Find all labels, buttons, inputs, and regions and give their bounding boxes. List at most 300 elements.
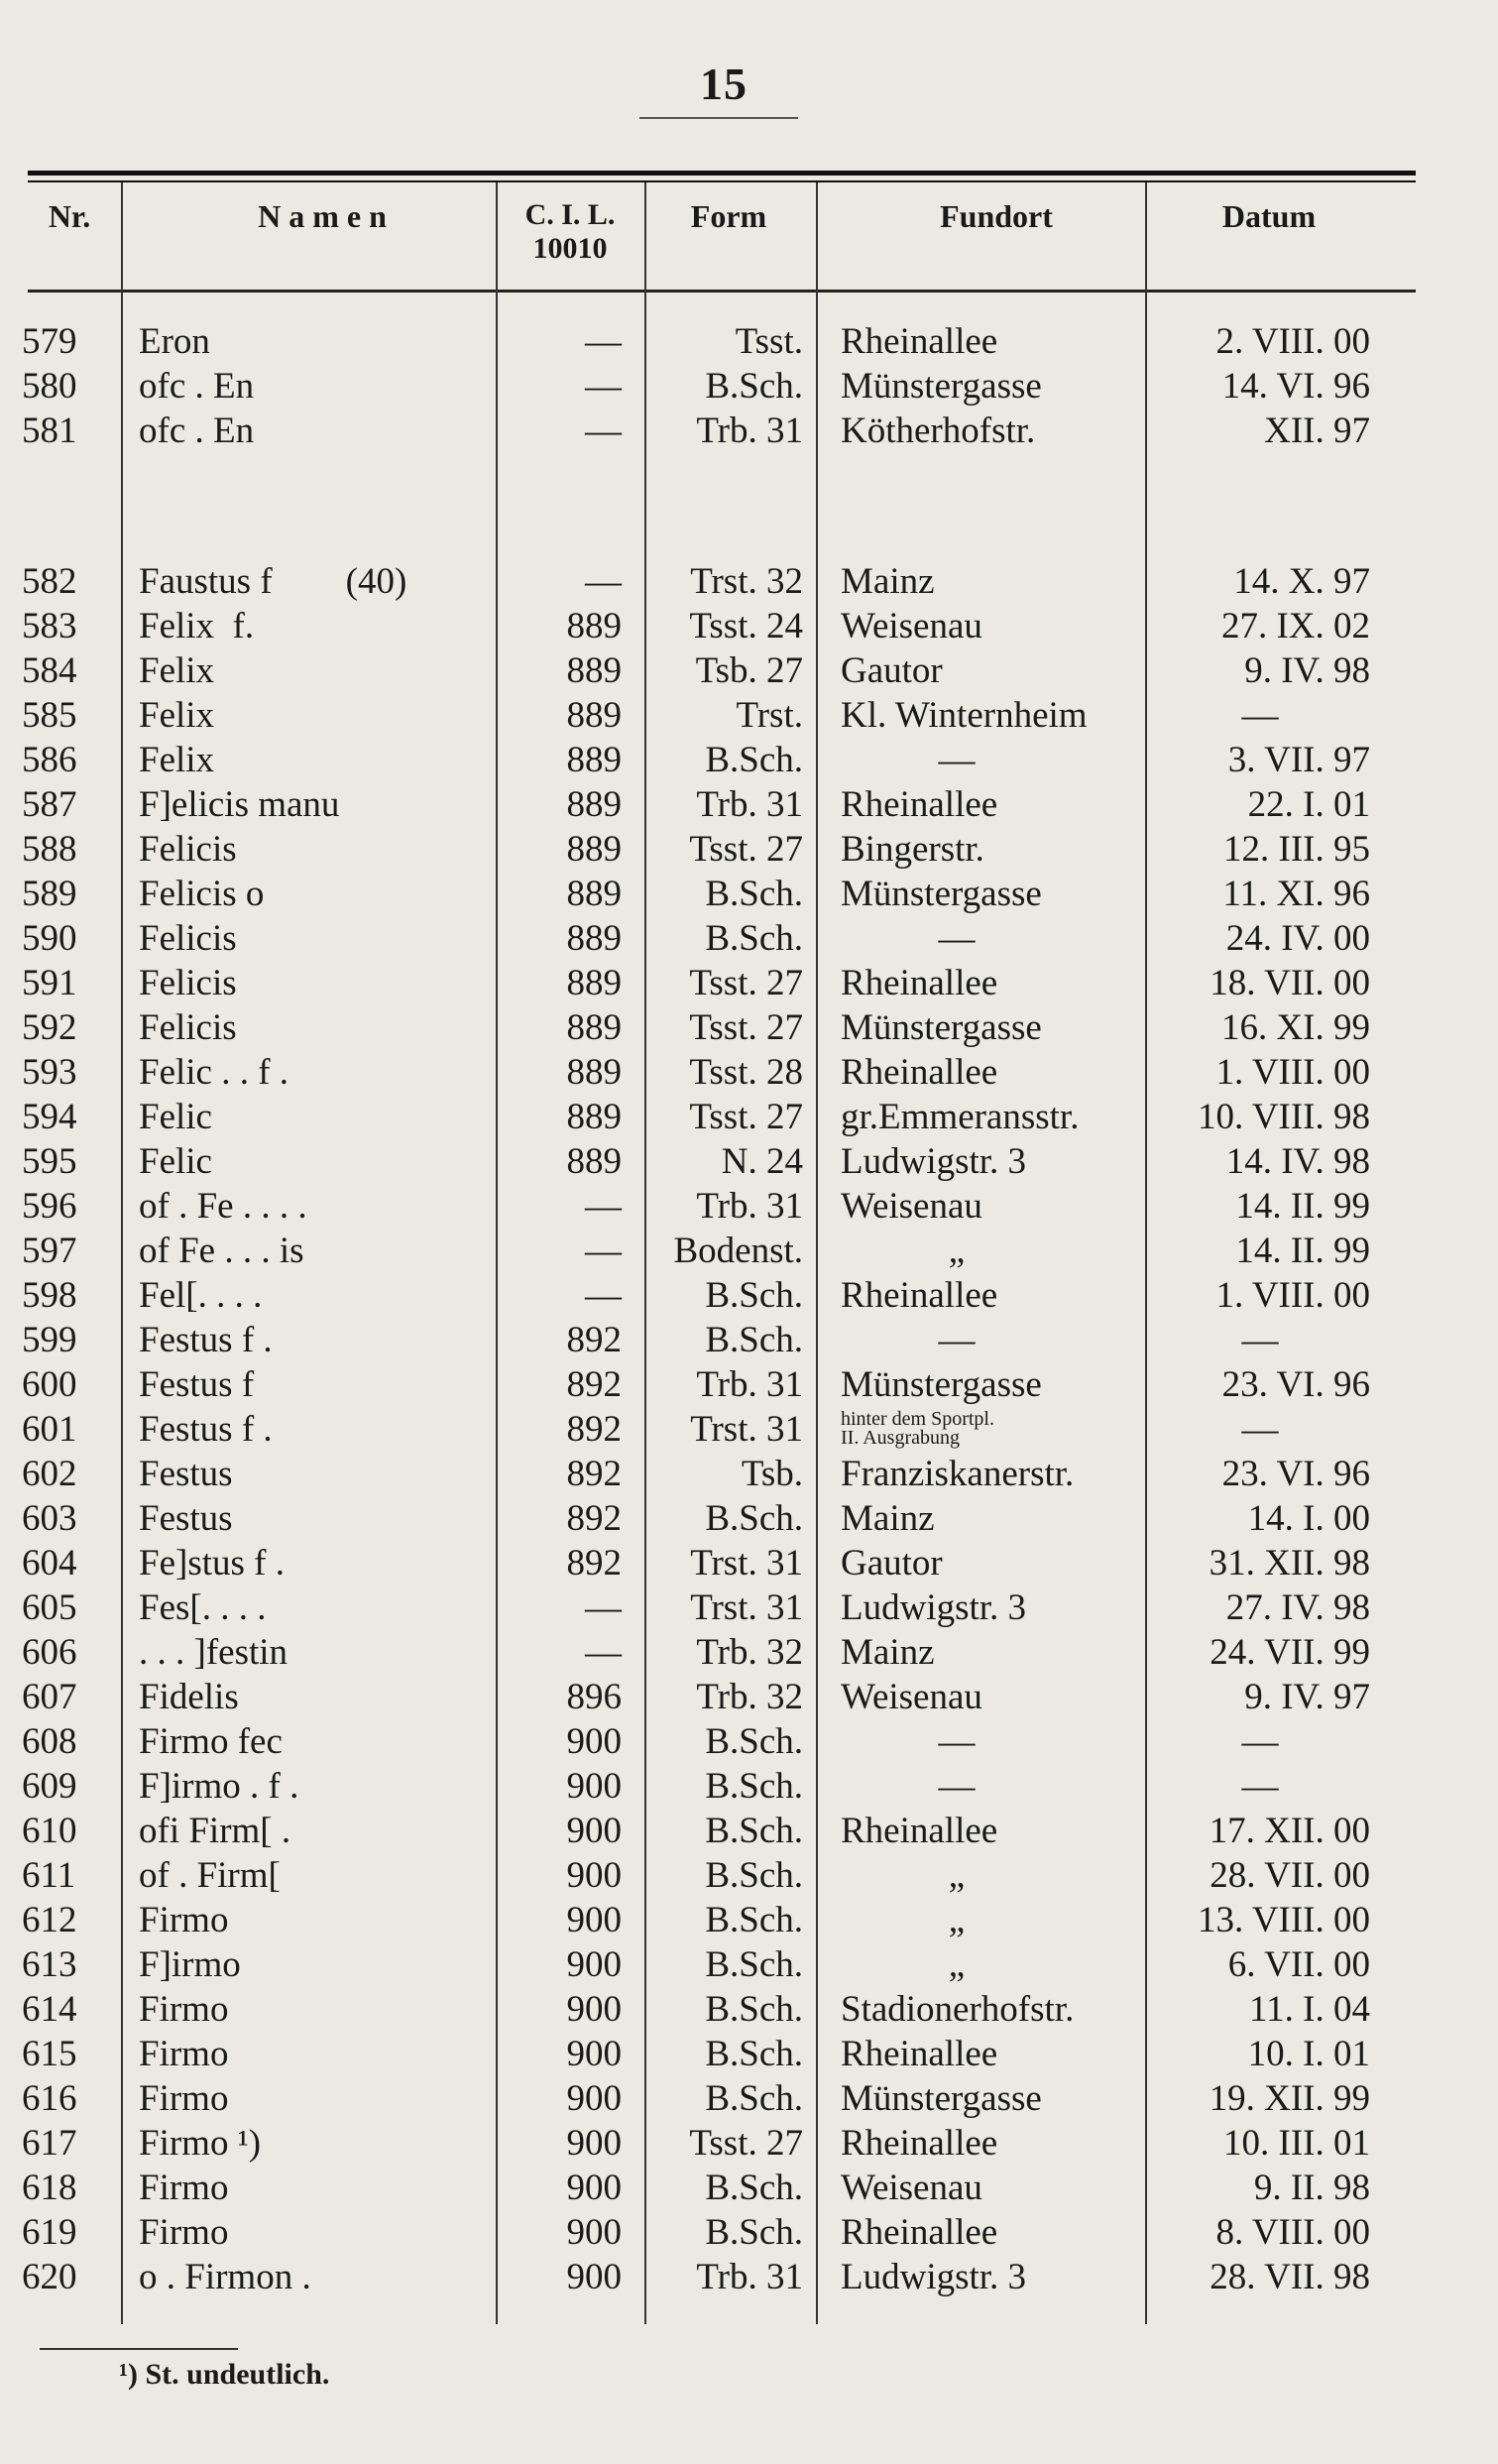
row-name: Firmo xyxy=(139,2078,229,2119)
table-row xyxy=(0,559,1498,604)
row-fundort: Rheinallee xyxy=(841,784,998,825)
row-cil: 892 xyxy=(566,1364,622,1405)
row-fundort: Münstergasse xyxy=(841,1364,1042,1405)
row-datum: 27. IV. 98 xyxy=(1225,1587,1370,1628)
row-cil: — xyxy=(585,366,622,407)
row-cil: 900 xyxy=(566,2123,622,2164)
row-nr: 610 xyxy=(22,1811,77,1851)
row-form: N. 24 xyxy=(721,1141,803,1182)
header-bottom-rule xyxy=(28,290,1416,293)
table-row xyxy=(0,409,1498,453)
row-fundort: Bingerstr. xyxy=(841,829,984,870)
row-name: Felix xyxy=(139,650,215,691)
row-fundort: Gautor xyxy=(841,650,943,691)
row-fundort: Ludwigstr. 3 xyxy=(841,2257,1027,2297)
row-nr: 581 xyxy=(22,411,77,451)
row-name: F]irmo xyxy=(139,1944,241,1985)
row-cil: 889 xyxy=(566,918,622,959)
row-form: B.Sch. xyxy=(705,1320,803,1360)
row-fundort: Münstergasse xyxy=(841,874,1042,914)
row-nr: 609 xyxy=(22,1766,77,1807)
row-form: Trst. 32 xyxy=(690,561,803,602)
row-fundort: Rheinallee xyxy=(841,321,998,362)
row-name: Faustus f (40) xyxy=(139,561,407,602)
row-cil: 889 xyxy=(566,829,622,870)
row-fundort: Rheinallee xyxy=(841,963,998,1003)
row-form: Tsst. 27 xyxy=(689,1007,803,1048)
row-cil: 900 xyxy=(566,1766,622,1807)
row-cil: 900 xyxy=(566,1721,622,1762)
row-cil: 889 xyxy=(566,874,622,914)
row-datum: 18. VII. 00 xyxy=(1210,963,1370,1003)
row-datum: — xyxy=(1241,1409,1279,1450)
row-name: Eron xyxy=(139,321,210,362)
row-name: Felicis xyxy=(139,918,237,959)
row-form: B.Sch. xyxy=(705,1721,803,1762)
table-row xyxy=(0,738,1498,782)
header-cil-top: C. I. L. xyxy=(524,198,616,231)
row-fundort: Mainz xyxy=(841,1632,935,1673)
row-datum: 3. VII. 97 xyxy=(1227,740,1370,780)
row-fundort: Mainz xyxy=(841,1498,935,1539)
row-nr: 580 xyxy=(22,366,77,407)
row-nr: 607 xyxy=(22,1677,77,1717)
row-nr: 615 xyxy=(22,2034,77,2074)
row-name: of . Firm[ xyxy=(139,1855,281,1896)
row-name: F]elicis manu xyxy=(139,784,340,825)
table-row xyxy=(0,1585,1498,1630)
table-row xyxy=(0,1273,1498,1318)
row-form: B.Sch. xyxy=(705,740,803,780)
row-datum: 23. VI. 96 xyxy=(1221,1454,1370,1494)
row-datum: 6. VII. 00 xyxy=(1227,1944,1370,1985)
row-nr: 588 xyxy=(22,829,77,870)
row-form: Trst. xyxy=(736,695,803,736)
row-cil: — xyxy=(585,1632,622,1673)
row-form: B.Sch. xyxy=(705,1275,803,1316)
row-name: Firmo xyxy=(139,2212,229,2253)
row-fundort: Rheinallee xyxy=(841,1811,998,1851)
row-form: B.Sch. xyxy=(705,366,803,407)
row-nr: 603 xyxy=(22,1498,77,1539)
row-fundort: gr.Emmeransstr. xyxy=(841,1097,1080,1137)
row-fundort: Münstergasse xyxy=(841,366,1042,407)
row-form: B.Sch. xyxy=(705,2078,803,2119)
row-fundort: „ xyxy=(948,1855,966,1896)
row-name: of Fe . . . is xyxy=(139,1231,304,1271)
row-form: Tsb. 27 xyxy=(695,650,803,691)
row-cil: 892 xyxy=(566,1498,622,1539)
row-datum: 11. I. 04 xyxy=(1249,1989,1370,2030)
row-fundort: „ xyxy=(948,1900,966,1940)
row-name: Felicis o xyxy=(139,874,265,914)
row-datum: 1. VIII. 00 xyxy=(1215,1275,1370,1316)
row-cil: 889 xyxy=(566,1097,622,1137)
row-datum: 27. IX. 02 xyxy=(1220,606,1370,646)
row-fundort: „ xyxy=(948,1231,966,1271)
footnote: ¹) St. undeutlich. xyxy=(119,2358,330,2391)
table-row xyxy=(0,1719,1498,1764)
table-row xyxy=(0,2121,1498,2166)
row-cil: 892 xyxy=(566,1320,622,1360)
table-row xyxy=(0,1496,1498,1541)
row-datum: 10. III. 01 xyxy=(1223,2123,1370,2164)
row-nr: 585 xyxy=(22,695,77,736)
row-nr: 606 xyxy=(22,1632,77,1673)
row-fundort: Rheinallee xyxy=(841,1052,998,1093)
row-fundort: — xyxy=(938,1721,976,1762)
row-datum: 31. XII. 98 xyxy=(1209,1543,1370,1584)
row-cil: 892 xyxy=(566,1543,622,1584)
table-row xyxy=(0,1942,1498,1987)
row-cil: 889 xyxy=(566,606,622,646)
row-nr: 590 xyxy=(22,918,77,959)
row-datum: 14. II. 99 xyxy=(1235,1186,1370,1227)
row-fundort: Gautor xyxy=(841,1543,943,1584)
row-cil: 889 xyxy=(566,784,622,825)
row-form: Tsst. 27 xyxy=(689,829,803,870)
row-name: Felic xyxy=(139,1141,212,1182)
row-nr: 619 xyxy=(22,2212,77,2253)
row-fundort: Ludwigstr. 3 xyxy=(841,1587,1027,1628)
table-row xyxy=(0,648,1498,693)
table-row xyxy=(0,1139,1498,1184)
table-row xyxy=(0,1095,1498,1139)
row-nr: 614 xyxy=(22,1989,77,2030)
row-nr: 620 xyxy=(22,2257,77,2297)
row-cil: — xyxy=(585,411,622,451)
table-row xyxy=(0,1229,1498,1273)
row-datum: 14. I. 00 xyxy=(1247,1498,1370,1539)
row-form: Trb. 31 xyxy=(696,784,803,825)
row-fundort: Rheinallee xyxy=(841,2034,998,2074)
table-row xyxy=(0,1853,1498,1898)
row-name: Firmo xyxy=(139,1900,229,1940)
row-form: B.Sch. xyxy=(705,1989,803,2030)
row-fundort: Münstergasse xyxy=(841,2078,1042,2119)
row-name: Felix xyxy=(139,695,215,736)
row-name: o . Firmon . xyxy=(139,2257,311,2297)
row-name: Felic xyxy=(139,1097,212,1137)
row-name: Fel[. . . . xyxy=(139,1275,263,1316)
row-name: Firmo xyxy=(139,2034,229,2074)
table-row xyxy=(0,1184,1498,1229)
row-cil: 889 xyxy=(566,695,622,736)
row-name: Festus f xyxy=(139,1364,255,1405)
row-form: Tsst. 24 xyxy=(689,606,803,646)
table-row xyxy=(0,1452,1498,1496)
row-cil: 896 xyxy=(566,1677,622,1717)
row-datum: XII. 97 xyxy=(1264,411,1370,451)
row-form: B.Sch. xyxy=(705,1811,803,1851)
row-name: Festus xyxy=(139,1454,233,1494)
table-row xyxy=(0,1005,1498,1050)
row-form: B.Sch. xyxy=(705,1766,803,1807)
row-name: Fidelis xyxy=(139,1677,239,1717)
row-form: B.Sch. xyxy=(705,2034,803,2074)
table-row xyxy=(0,961,1498,1005)
row-nr: 604 xyxy=(22,1543,77,1584)
row-fundort: — xyxy=(938,1766,976,1807)
table-row xyxy=(0,1764,1498,1809)
row-name: Felic . . f . xyxy=(139,1052,289,1093)
row-nr: 591 xyxy=(22,963,77,1003)
row-form: Tsst. 27 xyxy=(689,2123,803,2164)
row-nr: 583 xyxy=(22,606,77,646)
row-name: Felix xyxy=(139,740,215,780)
row-cil: 889 xyxy=(566,740,622,780)
page-number-underline xyxy=(639,117,798,119)
table-top-thick-rule xyxy=(28,171,1416,176)
header-cil-bottom: 10010 xyxy=(532,232,608,265)
row-datum: 8. VIII. 00 xyxy=(1215,2212,1370,2253)
table-row xyxy=(0,1809,1498,1853)
row-fundort: hinter dem Sportpl. II. Ausgrabung xyxy=(841,1408,994,1449)
row-form: Trb. 31 xyxy=(696,1364,803,1405)
row-nr: 586 xyxy=(22,740,77,780)
row-datum: 9. IV. 97 xyxy=(1244,1677,1370,1717)
row-form: Trst. 31 xyxy=(690,1587,803,1628)
row-form: Trst. 31 xyxy=(690,1543,803,1584)
row-datum: 16. XI. 99 xyxy=(1220,1007,1370,1048)
row-nr: 594 xyxy=(22,1097,77,1137)
row-name: Felicis xyxy=(139,1007,237,1048)
row-datum: 19. XII. 99 xyxy=(1209,2078,1370,2119)
row-nr: 612 xyxy=(22,1900,77,1940)
row-form: Trb. 32 xyxy=(696,1677,803,1717)
row-form: B.Sch. xyxy=(705,1498,803,1539)
table-row xyxy=(0,693,1498,738)
table-row xyxy=(0,1541,1498,1585)
row-datum: 23. VI. 96 xyxy=(1221,1364,1370,1405)
row-nr: 595 xyxy=(22,1141,77,1182)
header-form: Form xyxy=(690,198,767,234)
row-name: Firmo xyxy=(139,1989,229,2030)
row-fundort: Franziskanerstr. xyxy=(841,1454,1075,1494)
row-datum: 14. II. 99 xyxy=(1235,1231,1370,1271)
row-cil: 900 xyxy=(566,2257,622,2297)
header-cil xyxy=(496,198,644,266)
row-cil: — xyxy=(585,321,622,362)
row-nr: 589 xyxy=(22,874,77,914)
row-datum: 1. VIII. 00 xyxy=(1215,1052,1370,1093)
row-datum: — xyxy=(1241,695,1279,736)
row-nr: 596 xyxy=(22,1186,77,1227)
row-nr: 617 xyxy=(22,2123,77,2164)
row-datum: 10. I. 01 xyxy=(1247,2034,1370,2074)
table-row xyxy=(0,1898,1498,1942)
table-row xyxy=(0,1050,1498,1095)
row-datum: 14. VI. 96 xyxy=(1221,366,1370,407)
row-nr: 593 xyxy=(22,1052,77,1093)
table-row xyxy=(0,872,1498,916)
row-form: Trb. 31 xyxy=(696,411,803,451)
row-fundort: — xyxy=(938,1320,976,1360)
row-name: Festus f . xyxy=(139,1320,273,1360)
row-datum: 2. VIII. 00 xyxy=(1215,321,1370,362)
row-cil: 900 xyxy=(566,1855,622,1896)
row-cil: 900 xyxy=(566,1944,622,1985)
row-nr: 597 xyxy=(22,1231,77,1271)
row-cil: 900 xyxy=(566,2168,622,2208)
footnote-rule xyxy=(40,2348,238,2350)
row-name: . . . ]festin xyxy=(139,1632,288,1673)
row-cil: 900 xyxy=(566,2212,622,2253)
row-name: Firmo xyxy=(139,2168,229,2208)
row-fundort: Kl. Winternheim xyxy=(841,695,1088,736)
row-nr: 598 xyxy=(22,1275,77,1316)
row-nr: 587 xyxy=(22,784,77,825)
header-fundort: Fundort xyxy=(940,198,1053,234)
row-fundort: Münstergasse xyxy=(841,1007,1042,1048)
row-name: Fe]stus f . xyxy=(139,1543,285,1584)
row-name: ofc . En xyxy=(139,411,255,451)
row-form: Tsst. 27 xyxy=(689,963,803,1003)
row-nr: 579 xyxy=(22,321,77,362)
row-form: Trst. 31 xyxy=(690,1409,803,1450)
row-form: B.Sch. xyxy=(705,1855,803,1896)
row-form: Trb. 31 xyxy=(696,2257,803,2297)
row-nr: 600 xyxy=(22,1364,77,1405)
table-row xyxy=(0,827,1498,872)
row-fundort: Rheinallee xyxy=(841,2123,998,2164)
table-row xyxy=(0,2076,1498,2121)
table-row xyxy=(0,319,1498,364)
row-nr: 611 xyxy=(22,1855,76,1896)
row-fundort: Stadionerhofstr. xyxy=(841,1989,1075,2030)
row-form: B.Sch. xyxy=(705,918,803,959)
table-row xyxy=(0,916,1498,961)
row-form: Tsst. 27 xyxy=(689,1097,803,1137)
row-name: of . Fe . . . . xyxy=(139,1186,307,1227)
table-row xyxy=(0,2166,1498,2210)
row-name: Felix f. xyxy=(139,606,255,646)
row-name: Felicis xyxy=(139,963,237,1003)
row-form: B.Sch. xyxy=(705,2168,803,2208)
row-name: Firmo fec xyxy=(139,1721,283,1762)
row-fundort: — xyxy=(938,918,976,959)
row-name: Festus xyxy=(139,1498,233,1539)
row-name: Festus f . xyxy=(139,1409,273,1450)
row-cil: 900 xyxy=(566,1989,622,2030)
row-datum: 12. III. 95 xyxy=(1223,829,1370,870)
row-form: B.Sch. xyxy=(705,1900,803,1940)
row-datum: 11. XI. 96 xyxy=(1222,874,1370,914)
row-form: Trb. 31 xyxy=(696,1186,803,1227)
row-datum: 14. X. 97 xyxy=(1233,561,1370,602)
table-row xyxy=(0,782,1498,827)
row-datum: 24. VII. 99 xyxy=(1210,1632,1370,1673)
row-cil: 892 xyxy=(566,1454,622,1494)
row-datum: 9. II. 98 xyxy=(1253,2168,1370,2208)
row-cil: 889 xyxy=(566,1141,622,1182)
table-row xyxy=(0,2032,1498,2076)
row-cil: 900 xyxy=(566,1811,622,1851)
row-name: ofi Firm[ . xyxy=(139,1811,291,1851)
row-fundort: Weisenau xyxy=(841,1677,982,1717)
row-datum: 9. IV. 98 xyxy=(1244,650,1370,691)
row-cil: 892 xyxy=(566,1409,622,1450)
row-cil: — xyxy=(585,1275,622,1316)
row-name: Felicis xyxy=(139,829,237,870)
header-nr: Nr. xyxy=(48,198,91,234)
row-cil: — xyxy=(585,1231,622,1271)
row-nr: 582 xyxy=(22,561,77,602)
table-row xyxy=(0,1318,1498,1362)
row-cil: 889 xyxy=(566,963,622,1003)
row-form: Tsst. xyxy=(735,321,803,362)
row-fundort: Weisenau xyxy=(841,1186,982,1227)
row-fundort: Weisenau xyxy=(841,2168,982,2208)
row-datum: 13. VIII. 00 xyxy=(1197,1900,1370,1940)
row-form: Tsb. xyxy=(741,1454,803,1494)
row-datum: — xyxy=(1241,1320,1279,1360)
row-nr: 608 xyxy=(22,1721,77,1762)
row-fundort: Kötherhofstr. xyxy=(841,411,1036,451)
row-cil: 900 xyxy=(566,1900,622,1940)
row-form: Bodenst. xyxy=(673,1231,803,1271)
row-nr: 616 xyxy=(22,2078,77,2119)
row-datum: 24. IV. 00 xyxy=(1225,918,1370,959)
row-nr: 584 xyxy=(22,650,77,691)
row-datum: — xyxy=(1241,1766,1279,1807)
table-row xyxy=(0,2210,1498,2255)
row-datum: — xyxy=(1241,1721,1279,1762)
row-fundort: Rheinallee xyxy=(841,1275,998,1316)
row-fundort: Weisenau xyxy=(841,606,982,646)
row-form: B.Sch. xyxy=(705,2212,803,2253)
row-datum: 28. VII. 00 xyxy=(1210,1855,1370,1896)
row-nr: 599 xyxy=(22,1320,77,1360)
table-row xyxy=(0,1987,1498,2032)
row-datum: 17. XII. 00 xyxy=(1209,1811,1370,1851)
table-body xyxy=(0,319,1498,2299)
row-name: F]irmo . f . xyxy=(139,1766,299,1807)
table-row xyxy=(0,1362,1498,1407)
row-datum: 10. VIII. 98 xyxy=(1197,1097,1370,1137)
table-row xyxy=(0,1675,1498,1719)
row-name: Firmo ¹) xyxy=(139,2123,262,2164)
table-top-thin-rule xyxy=(28,180,1416,182)
row-fundort: „ xyxy=(948,1944,966,1985)
row-fundort: Ludwigstr. 3 xyxy=(841,1141,1027,1182)
row-form: B.Sch. xyxy=(705,874,803,914)
row-cil: 889 xyxy=(566,650,622,691)
row-datum: 28. VII. 98 xyxy=(1210,2257,1370,2297)
row-nr: 618 xyxy=(22,2168,77,2208)
row-nr: 601 xyxy=(22,1409,77,1450)
row-nr: 605 xyxy=(22,1587,77,1628)
table-row xyxy=(0,1630,1498,1675)
row-cil: — xyxy=(585,561,622,602)
row-cil: 889 xyxy=(566,1052,622,1093)
row-name: Fes[. . . . xyxy=(139,1587,267,1628)
row-form: Tsst. 28 xyxy=(689,1052,803,1093)
page-number: 15 xyxy=(700,59,748,109)
row-fundort: Rheinallee xyxy=(841,2212,998,2253)
row-form: Trb. 32 xyxy=(696,1632,803,1673)
header-datum: Datum xyxy=(1221,198,1317,234)
row-nr: 602 xyxy=(22,1454,77,1494)
table-row xyxy=(0,604,1498,648)
row-fundort: Mainz xyxy=(841,561,935,602)
row-cil: — xyxy=(585,1186,622,1227)
row-datum: 22. I. 01 xyxy=(1247,784,1370,825)
row-cil: 889 xyxy=(566,1007,622,1048)
table-row xyxy=(0,1407,1498,1452)
row-cil: — xyxy=(585,1587,622,1628)
header-namen: N a m e n xyxy=(258,198,387,234)
